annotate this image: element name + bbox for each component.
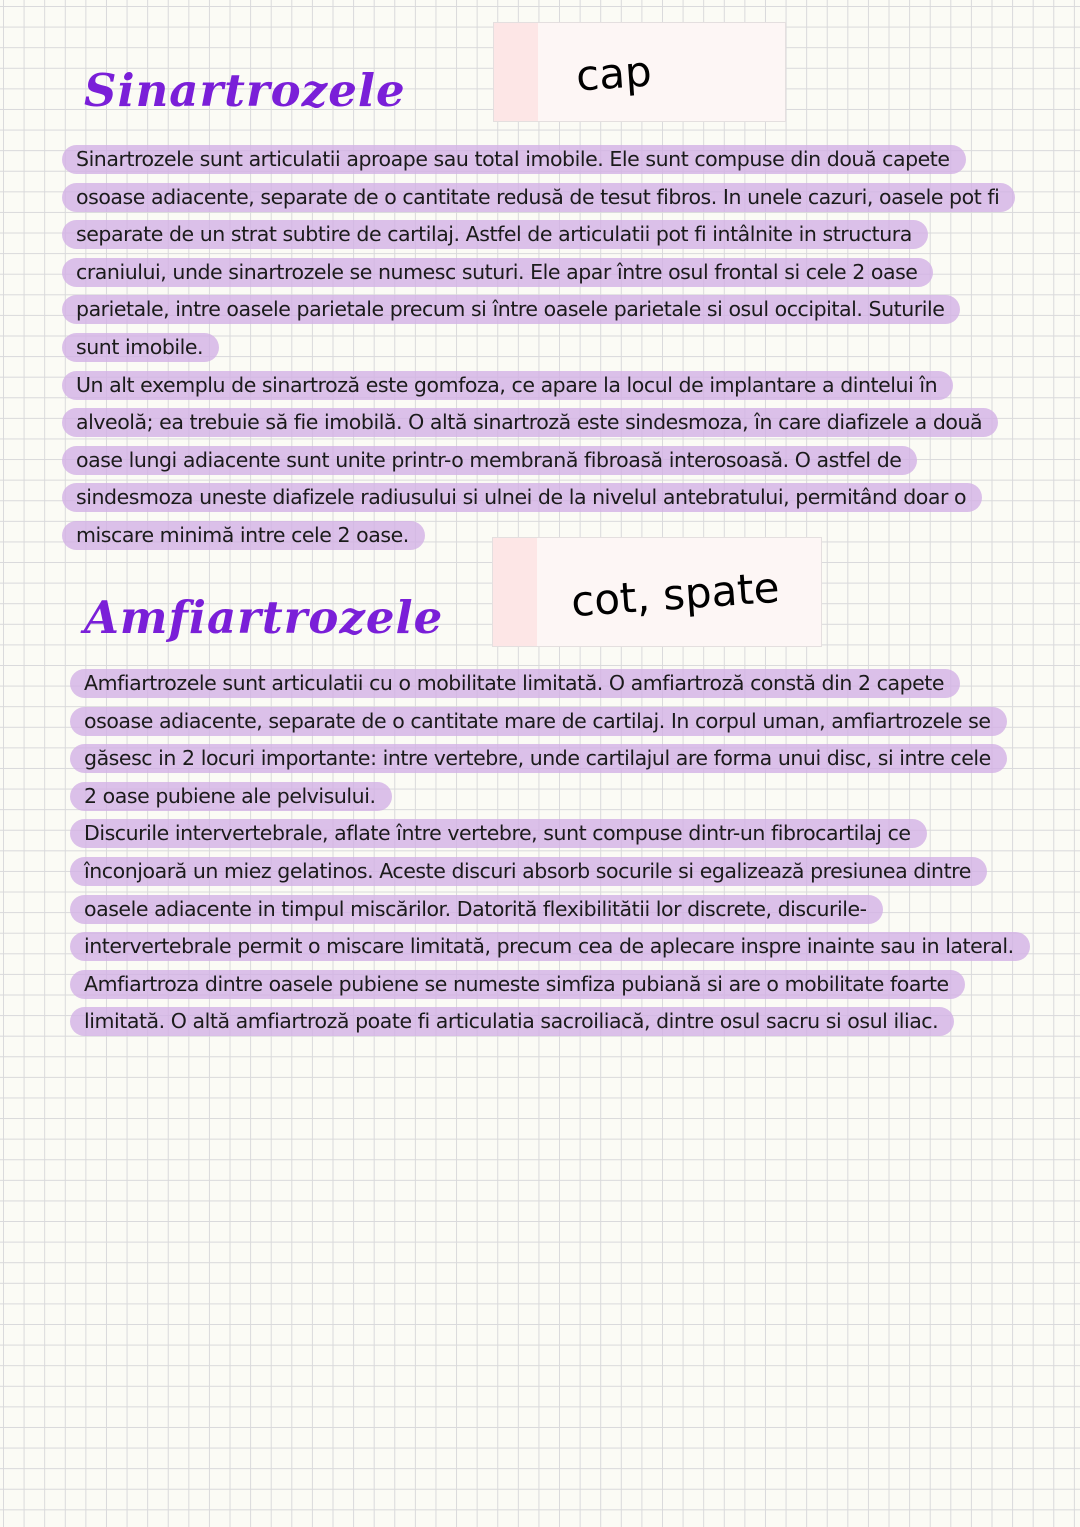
paragraph-amfiartrozele bbox=[84, 665, 1014, 1041]
line-text: separate de un strat subtire de cartilaj. Astfel de articulatii pot fi intâlnite in structura bbox=[76, 222, 912, 247]
text-line bbox=[84, 891, 1014, 929]
line-text: Amfiartrozele sunt articulatii cu o mobilitate limitată. O amfiartroză constă din 2 capete bbox=[84, 671, 945, 695]
line-text: găsesc in 2 locuri importante: intre vertebre, unde cartilajul are forma unui disc, si intre cele bbox=[84, 746, 991, 771]
line-text: osoase adiacente, separate de o cantitate mare de cartilaj. In corpul uman, amfiartrozele se bbox=[84, 708, 991, 733]
text-line bbox=[84, 665, 1014, 703]
text-line bbox=[84, 778, 1014, 816]
line-text: 2 oase pubiene ale pelvisului. bbox=[84, 783, 376, 808]
line-text: sindesmoza uneste diafizele radiusului si ulnei de la nivelul antebratului, permitând doar o bbox=[76, 485, 967, 510]
text-line bbox=[76, 517, 999, 555]
sticky-note-text: cap bbox=[574, 46, 654, 101]
text-line bbox=[76, 329, 999, 367]
text-line bbox=[76, 254, 999, 292]
text-line bbox=[84, 740, 1014, 778]
line-text: limitată. O altă amfiartroză poate fi articulatia sacroiliacă, dintre osul sacru si osul iliac. bbox=[84, 1009, 939, 1034]
section-title-sinartrozele: Sinartrozele bbox=[84, 64, 406, 117]
text-line bbox=[76, 404, 999, 442]
text-line bbox=[76, 216, 999, 254]
sticky-note-text: cot, spate bbox=[569, 562, 782, 627]
line-text: oasele adiacente in timpul miscărilor. Datorită flexibilitătii lor discrete, discurile- bbox=[84, 896, 867, 921]
line-text: osoase adiacente, separate de o cantitate redusă de tesut fibros. In unele cazuri, oasele pot fi bbox=[76, 184, 1000, 209]
line-text: Sinartrozele sunt articulatii aproape sau total imobile. Ele sunt compuse din două capete bbox=[76, 147, 950, 171]
section-title-amfiartrozele: Amfiartrozele bbox=[84, 591, 444, 644]
line-text: Un alt exemplu de sinartroză este gomfoza, ce apare la locul de implantare a dintelui în bbox=[76, 372, 938, 397]
line-text: alveolă; ea trebuie să fie imobilă. O altă sinartroză este sindesmoza, în care diafizele a două bbox=[76, 410, 983, 435]
text-line bbox=[76, 442, 999, 480]
text-line bbox=[84, 703, 1014, 741]
sticky-note-cap bbox=[493, 22, 786, 122]
line-text: miscare minimă intre cele 2 oase. bbox=[76, 522, 409, 547]
sticky-note-tab bbox=[494, 23, 538, 121]
text-line bbox=[76, 479, 999, 517]
line-text: oase lungi adiacente sunt unite printr-o membrană fibroasă interosoasă. O astfel de bbox=[76, 447, 902, 472]
text-line bbox=[84, 853, 1014, 891]
text-line bbox=[76, 179, 999, 217]
text-line bbox=[84, 928, 1014, 966]
line-text: intervertebrale permit o miscare limitată, precum cea de aplecare inspre inainte sau in lateral. bbox=[84, 934, 1014, 959]
line-text: sunt imobile. bbox=[76, 334, 204, 359]
text-line bbox=[84, 1003, 1014, 1041]
text-line bbox=[76, 141, 999, 179]
line-text: craniului, unde sinartrozele se numesc suturi. Ele apar între osul frontal si cele 2 oase bbox=[76, 259, 918, 284]
line-text: Discurile intervertebrale, aflate între vertebre, sunt compuse dintr-un fibrocartilaj ce bbox=[84, 821, 911, 846]
text-line bbox=[76, 367, 999, 405]
line-text: înconjoară un miez gelatinos. Aceste discuri absorb socurile si egalizează presiunea dintre bbox=[84, 858, 971, 883]
text-line bbox=[84, 815, 1014, 853]
text-line bbox=[76, 291, 999, 329]
text-line bbox=[84, 966, 1014, 1004]
line-text: parietale, intre oasele parietale precum si între oasele parietale si osul occipital. Suturile bbox=[76, 297, 945, 322]
line-text: Amfiartroza dintre oasele pubiene se numeste simfiza pubiană si are o mobilitate foarte bbox=[84, 971, 949, 996]
paragraph-sinartrozele bbox=[76, 141, 999, 555]
